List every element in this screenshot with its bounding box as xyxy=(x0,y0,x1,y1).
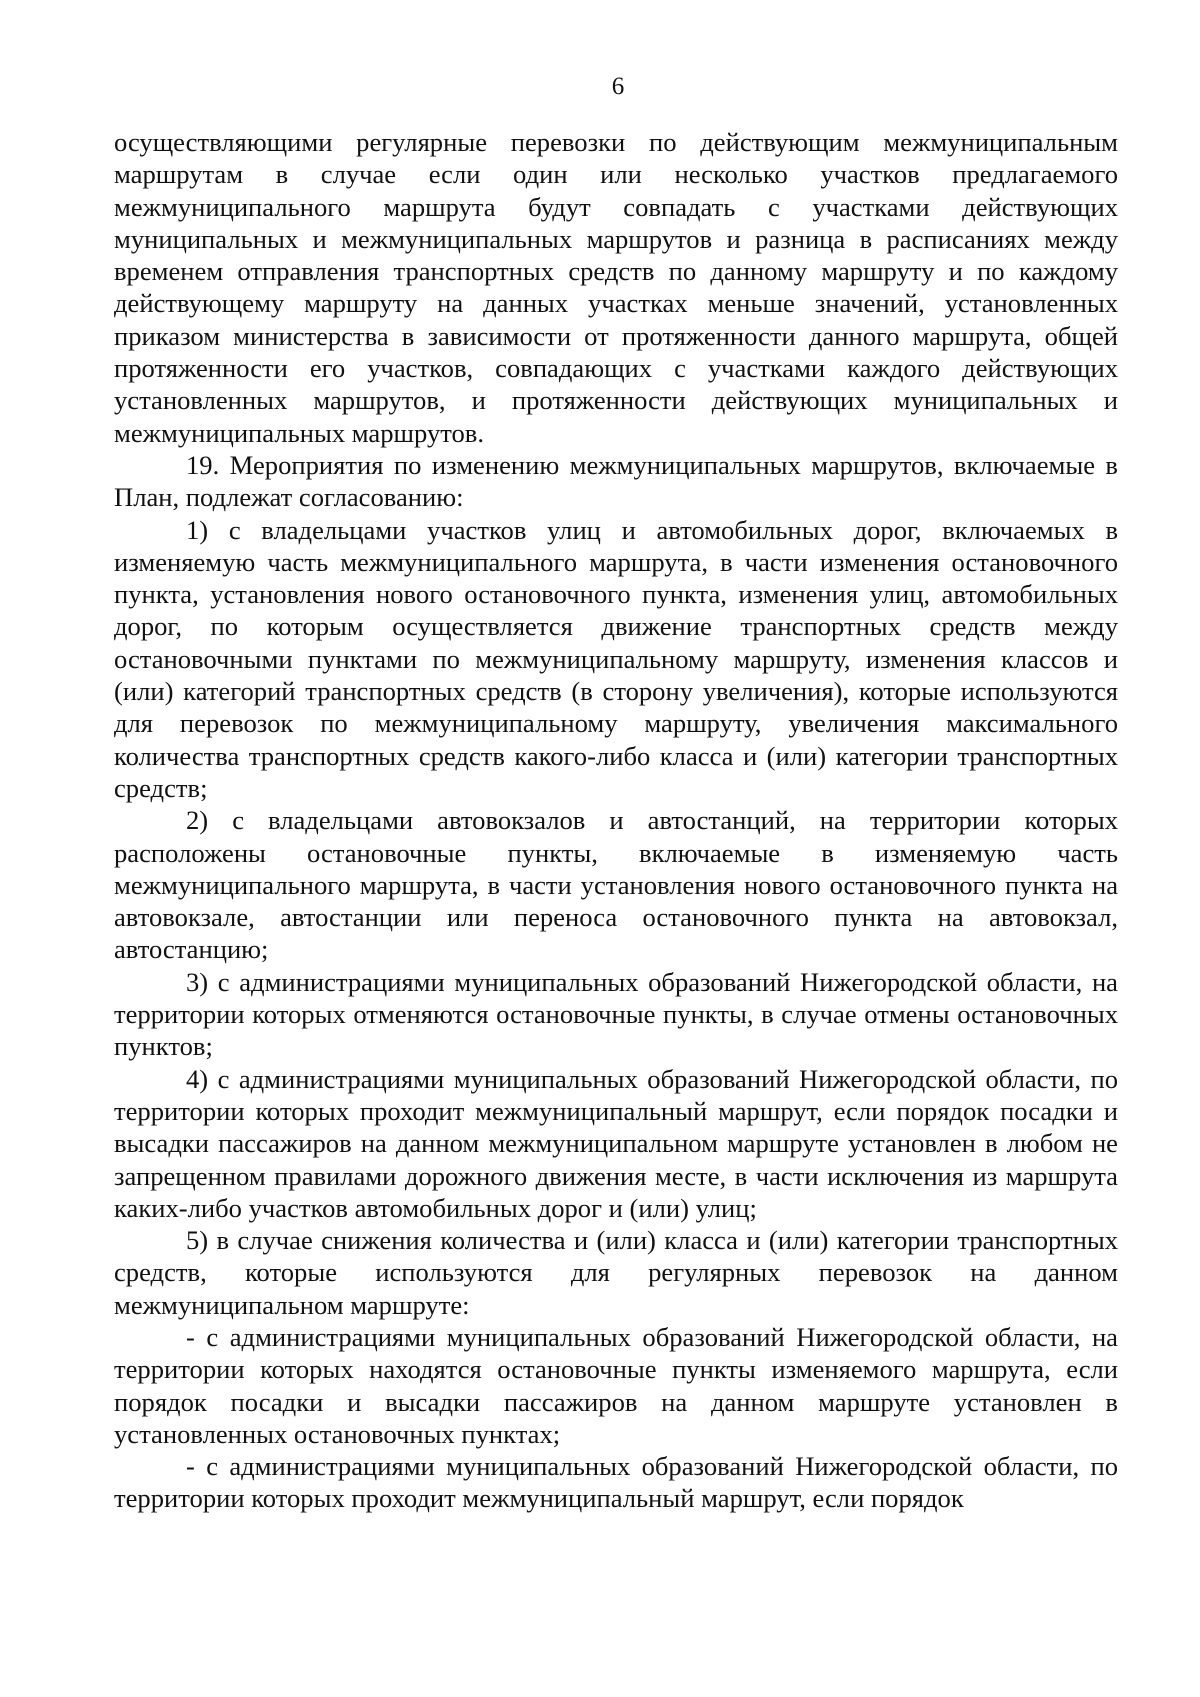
document-body xyxy=(114,126,1118,1515)
paragraph-subitem-1: 1) с владельцами участков улиц и автомобильных дорог, включаемых в изменяемую часть межмуниципального маршрута, в части изменения остановочного пункта, установления нового остановочного пункта, изменения улиц, автомобильных дорог, по которым осуществляется движение транспортных средств между остановочными пунктами по межмуниципальному маршруту, изменения классов и (или) категорий транспортных средств (в сторону увеличения), которые используются для перевозок по межмуниципальному маршруту, увеличения максимального количества транспортных средств какого-либо класса и (или) категории транспортных средств; xyxy=(114,514,1118,803)
paragraph-subitem-5: 5) в случае снижения количества и (или) класса и (или) категории транспортных средств, которые используются для регулярных перевозок на данном межмуниципальном маршруте: xyxy=(114,1225,1118,1320)
paragraph-dash-item-2: - с администрациями муниципальных образований Нижегородской области, по территории которых проходит межмуниципальный маршрут, если порядок xyxy=(114,1451,1118,1514)
paragraph-item-19: 19. Мероприятия по изменению межмуниципальных маршрутов, включаемые в План, подлежат согласованию: xyxy=(114,449,1118,513)
paragraph-subitem-2: 2) с владельцами автовокзалов и автостанций, на территории которых расположены остановочные пункты, включаемые в изменяемую часть межмуниципального маршрута, в части установления нового остановочного пункта на автовокзале, автостанции или переноса остановочного пункта на автовокзал, автостанцию; xyxy=(114,805,1118,965)
paragraph-continuation: осуществляющими регулярные перевозки по действующим межмуниципальным маршрутам в случае если один или несколько участков предлагаемого межмуниципального маршрута будут совпадать с участками действующих муниципальных и межмуниципальных маршрутов и разница в расписаниях между временем отправления транспортных средств по данному маршруту и по каждому действующему маршруту на данных участках меньше значений, установленных приказом министерства в зависимости от протяженности данного маршрута, общей протяженности его участков, совпадающих с участками каждого действующих установленных маршрутов, и протяженности действующих муниципальных и межмуниципальных маршрутов. xyxy=(114,127,1118,448)
paragraph-subitem-3: 3) с администрациями муниципальных образований Нижегородской области, на территории которых отменяются остановочные пункты, в случае отмены остановочных пунктов; xyxy=(114,966,1118,1062)
paragraph-dash-item-1: - с администрациями муниципальных образований Нижегородской области, на территории которых находятся остановочные пункты изменяемого маршрута, если порядок посадки и высадки пассажиров на данном маршруте установлен в установленных остановочных пунктах; xyxy=(114,1321,1118,1449)
paragraph-subitem-4: 4) с администрациями муниципальных образований Нижегородской области, по территории которых проходит межмуниципальный маршрут, если порядок посадки и высадки пассажиров на данном межмуниципальном маршруте установлен в любом не запрещенном правилами дорожного движения месте, в части исключения из маршрута каких-либо участков автомобильных дорог и (или) улиц; xyxy=(114,1063,1118,1223)
page-number: 6 xyxy=(611,73,625,100)
